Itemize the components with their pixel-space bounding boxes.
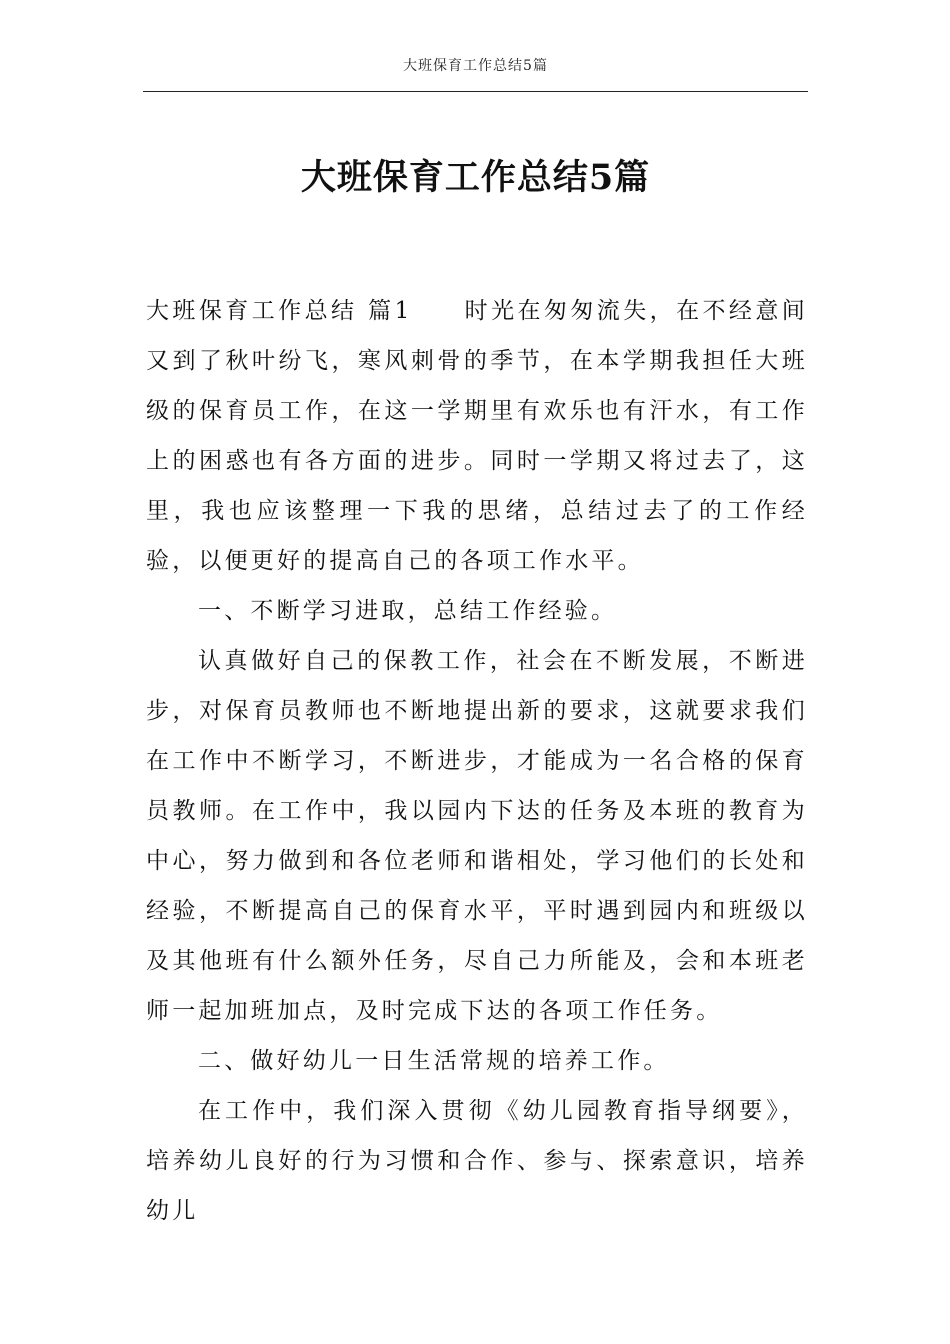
document-body: [146, 286, 808, 1236]
paragraph-1: [146, 286, 808, 586]
paragraph-2: 认真做好自己的保教工作，社会在不断发展，不断进步，对保育员教师也不断地提出新的要求，这就要求我们在工作中不断学习，不断进步，才能成为一名合格的保育员教师。在工作中，我以园内下达的任务及本班的教育为中心，努力做到和各位老师和谐相处，学习他们的长处和经验，不断提高自己的保育水平，平时遇到园内和班级以及其他班有什么额外任务，尽自己力所能及，会和本班老师一起加班加点，及时完成下达的各项工作任务。: [146, 648, 808, 1024]
paragraph-text: 时光在匆匆流失，在不经意间又到了秋叶纷飞，寒风刺骨的季节，在本学期我担任大班级的保育员工作，在这一学期里有欢乐也有汗水，有工作上的困惑也有各方面的进步。同时一学期又将过去了，这里，我也应该整理一下我的思绪，总结过去了的工作经验，以便更好的提高自己的各项工作水平。: [146, 298, 808, 574]
running-header: 大班保育工作总结5篇: [403, 58, 548, 74]
section-heading-2: 二、做好幼儿一日生活常规的培养工作。: [198, 1048, 670, 1074]
section-heading-1: 一、不断学习进取，总结工作经验。: [198, 598, 618, 624]
section-lead: 大班保育工作总结 篇1: [146, 298, 413, 324]
paragraph-3: 在工作中，我们深入贯彻《幼儿园教育指导纲要》，培养幼儿良好的行为习惯和合作、参与、探索意识，培养幼儿: [146, 1098, 808, 1224]
header-rule: [143, 91, 808, 92]
document-title: 大班保育工作总结5篇: [300, 157, 651, 198]
